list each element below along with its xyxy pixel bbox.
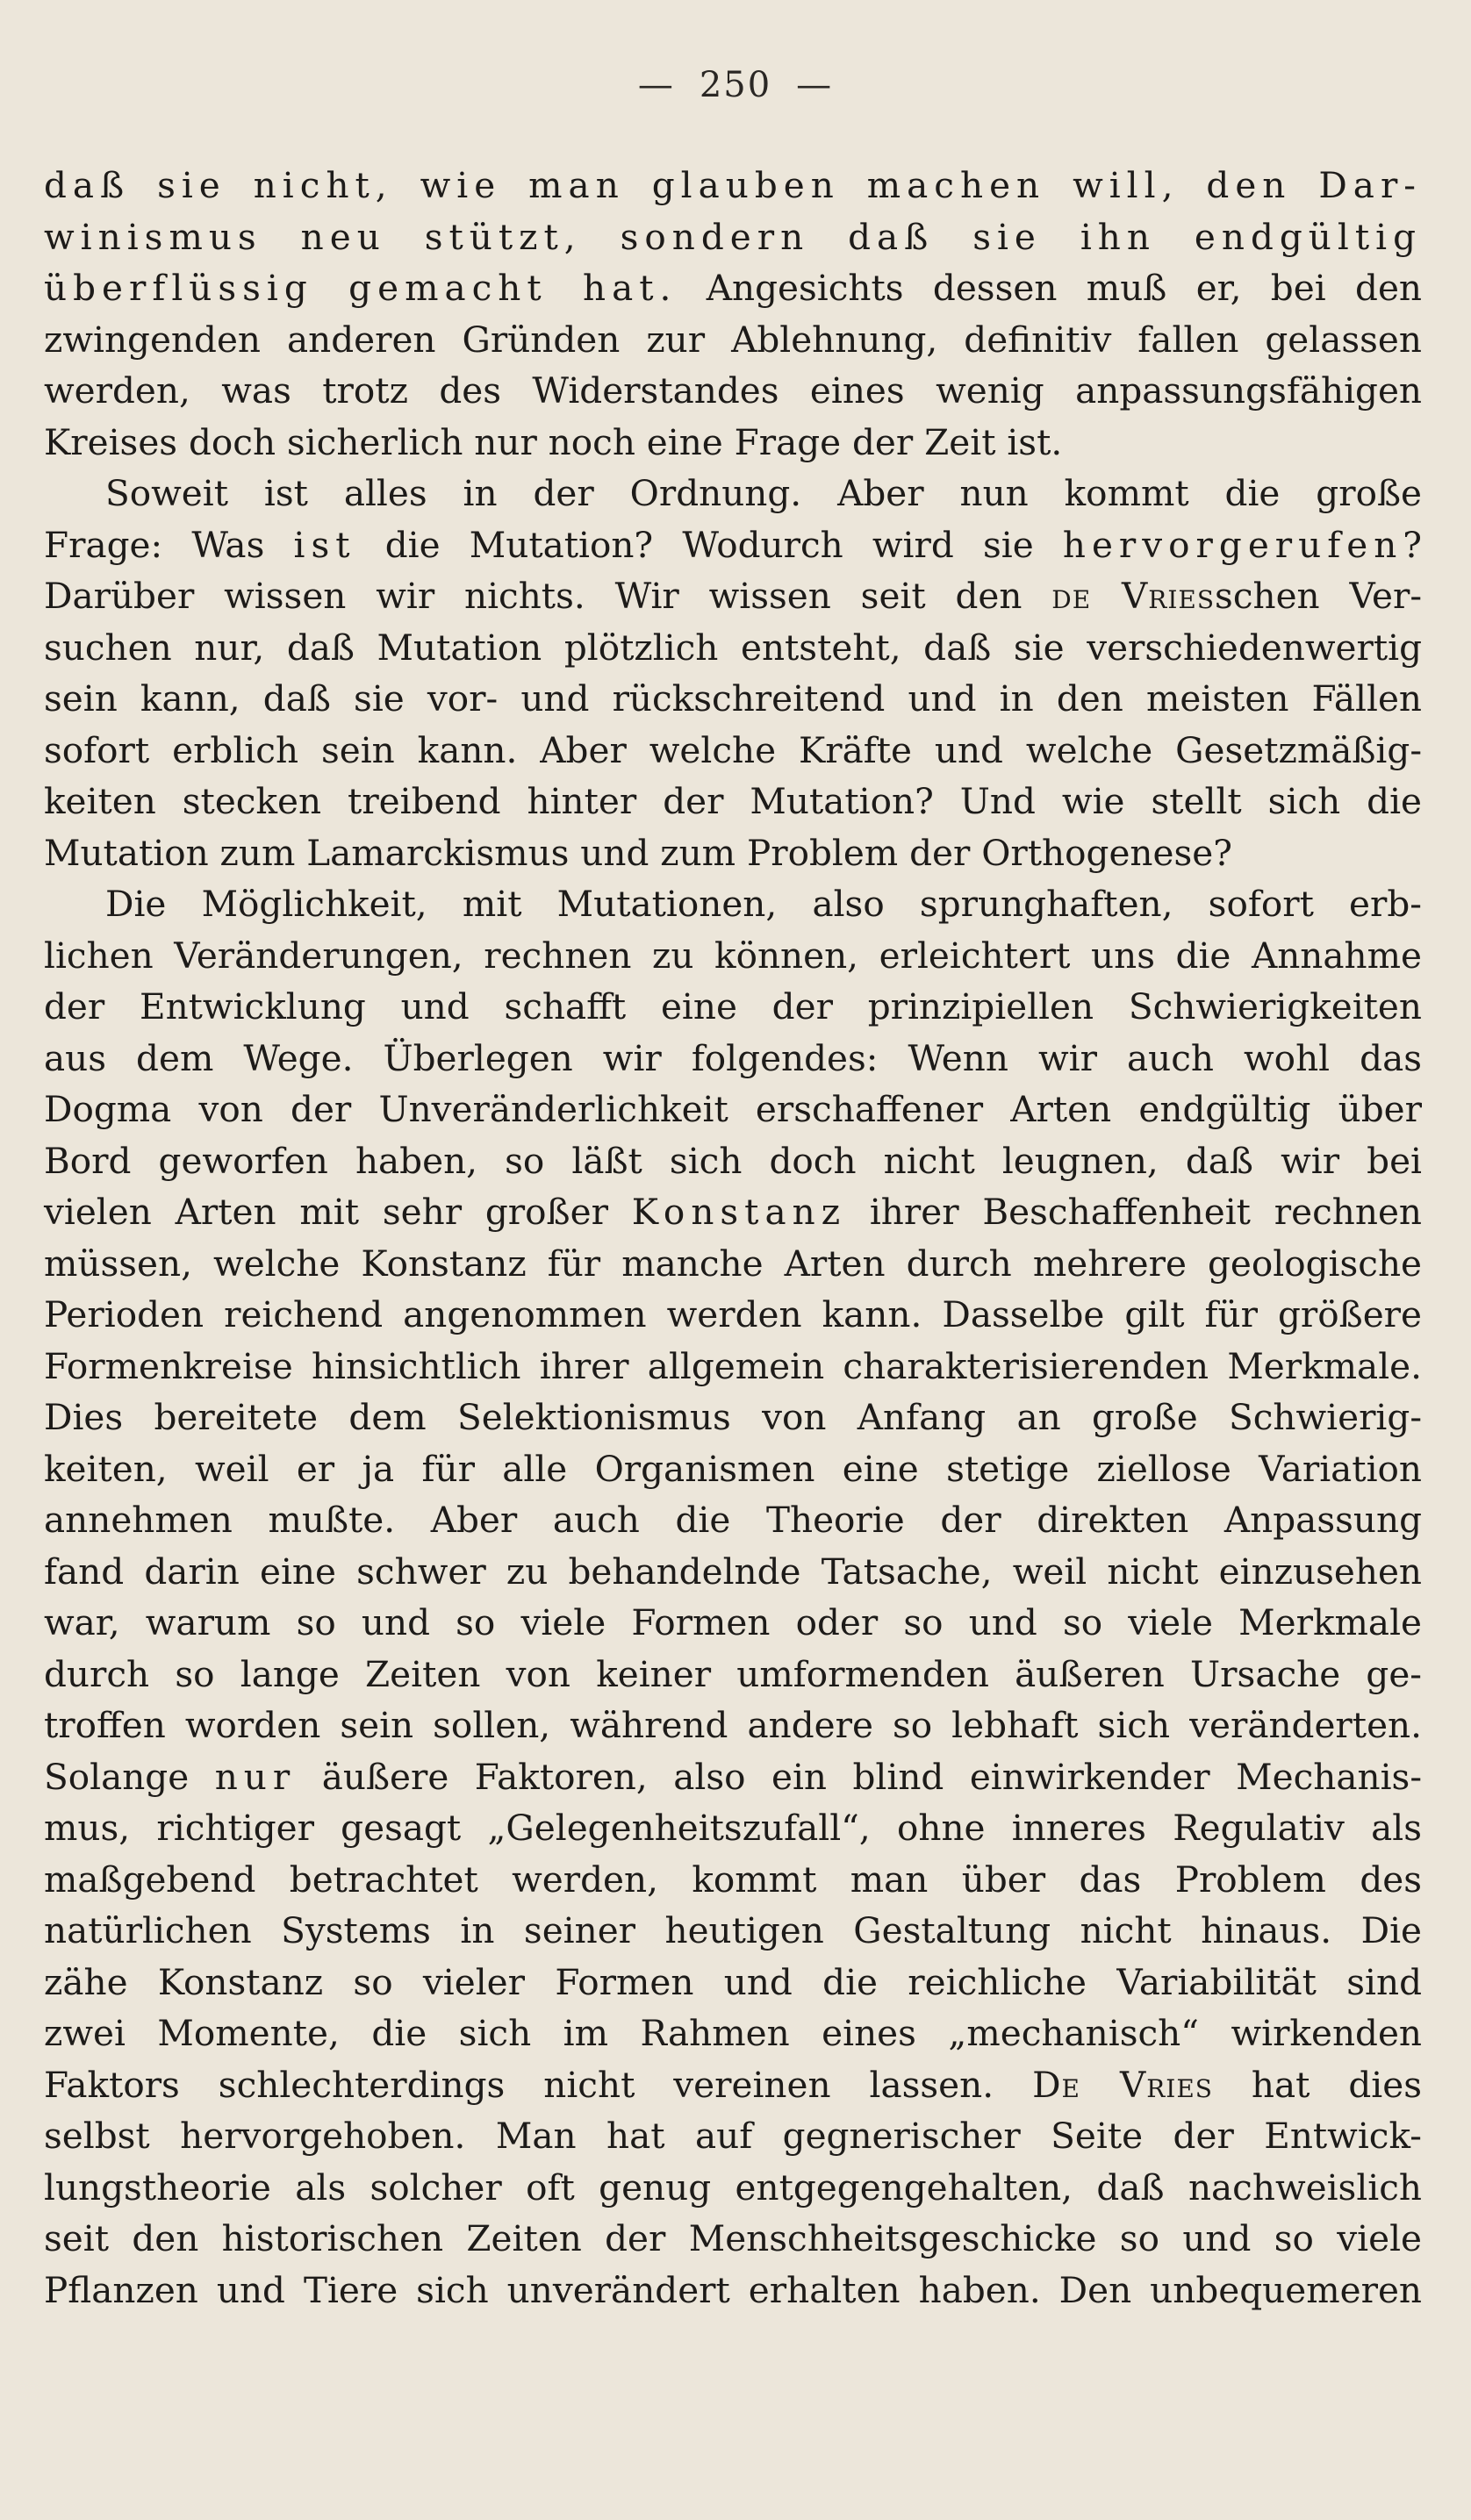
text-line <box>44 1443 1422 1495</box>
text-line <box>44 1649 1422 1700</box>
spaced-emphasis: ist <box>293 523 356 566</box>
text-segment: selbst hervorgehoben. Man hat auf gegnerischer Seite der Entwick- <box>44 2115 1422 2157</box>
header-dash-right: — <box>796 65 834 105</box>
text-segment: lichen Veränderungen, rechnen zu können, erleichtert uns die Annahme <box>44 934 1422 977</box>
text-segment: Mutation zum Lamarckismus und zum Problem der Orthogenese? <box>44 831 1232 874</box>
text-segment: zähe Konstanz so vieler Formen und die reichliche Variabilität sind <box>44 1960 1422 2003</box>
text-segment: seit den historischen Zeiten der Menschheitsgeschicke so und so viele <box>44 2217 1422 2259</box>
text-segment: durch so lange Zeiten von keiner umformenden äußeren Ursache ge- <box>44 1652 1422 1695</box>
text-segment: troffen worden sein sollen, während andere so lebhaft sich veränderten. <box>44 1704 1422 1746</box>
text-segment: äußere Faktoren, also ein blind einwirkender Mechanis- <box>296 1755 1422 1798</box>
text-line <box>44 1802 1422 1854</box>
text-line <box>44 1597 1422 1649</box>
text-line <box>44 1905 1422 1957</box>
text-line <box>44 160 1422 211</box>
text-segment: der Entwicklung und schafft eine der prinzipiellen Schwierigkeiten <box>44 985 1422 1027</box>
text-line <box>44 1238 1422 1290</box>
text-segment: Pflanzen und Tiere sich unverändert erhalten haben. Den unbequemeren <box>44 2268 1422 2311</box>
small-caps-name: De Vries <box>1032 2063 1213 2106</box>
text-segment: fand darin eine schwer zu behandelnde Tatsache, weil nicht einzusehen <box>44 1550 1422 1593</box>
text-segment: keiten, weil er ja für alle Organismen eine stetige ziellose Variation <box>44 1447 1422 1490</box>
text-segment: schen Ver- <box>1215 575 1422 617</box>
text-segment: Darüber wissen wir nichts. Wir wissen seit den <box>44 575 1052 617</box>
text-segment: vielen Arten mit sehr großer <box>44 1191 632 1233</box>
text-segment: die Mutation? Wodurch wird sie <box>355 523 1063 566</box>
text-line <box>44 1957 1422 2008</box>
text-segment: Perioden reichend angenommen werden kann. Dasselbe gilt für größere <box>44 1293 1422 1335</box>
text-segment: war, warum so und so viele Formen oder so und so viele Merkmale <box>44 1601 1422 1643</box>
text-segment: Soweit ist alles in der Ordnung. Aber nun kommt die große <box>105 472 1422 514</box>
small-caps-name: de Vries <box>1051 575 1216 617</box>
text-segment: lungstheorie als solcher oft genug entgegengehalten, daß nachweislich <box>44 2166 1422 2209</box>
text-segment: suchen nur, daß Mutation plötzlich entsteht, daß sie verschiedenwertig <box>44 626 1422 669</box>
text-segment: Angesichts dessen muß er, bei den <box>677 267 1422 309</box>
text-segment: zwingenden anderen Gründen zur Ablehnung, definitiv fallen gelassen <box>44 318 1422 361</box>
text-line <box>44 211 1422 263</box>
text-segment: Bord geworfen haben, so läßt sich doch nicht leugnen, daß wir bei <box>44 1139 1422 1182</box>
spaced-emphasis: daß sie nicht, wie man glauben machen will, den Dar- <box>44 164 1422 206</box>
text-line <box>44 1033 1422 1085</box>
spaced-emphasis: winismus neu stützt, sondern daß sie ihn endgültig <box>44 215 1422 258</box>
text-segment: mus, richtiger gesagt „Gelegenheitszufall“, ohne inneres Regulativ als <box>44 1807 1422 1849</box>
text-line <box>44 314 1422 366</box>
text-segment: annehmen mußte. Aber auch die Theorie der direkten Anpassung <box>44 1499 1422 1541</box>
text-segment: zwei Momente, die sich im Rahmen eines „mechanisch“ wirkenden <box>44 2012 1422 2054</box>
text-segment: Dies bereitete dem Selektionismus von Anfang an große Schwierig- <box>44 1396 1422 1438</box>
text-segment: keiten stecken treibend hinter der Mutation? Und wie stellt sich die <box>44 780 1422 822</box>
spaced-emphasis: überflüssig gemacht hat. <box>44 267 678 309</box>
text-segment: Faktors schlechterdings nicht vereinen lassen. <box>44 2063 1033 2106</box>
text-segment: ihrer Beschaffenheit rechnen <box>846 1191 1422 1233</box>
page-number: 250 <box>699 65 772 105</box>
text-line <box>44 776 1422 827</box>
text-line <box>44 1341 1422 1392</box>
text-line <box>44 673 1422 725</box>
text-line <box>44 262 1422 314</box>
text-segment: ? <box>1403 523 1422 566</box>
text-segment: Formenkreise hinsichtlich ihrer allgemein charakterisierenden Merkmale. <box>44 1344 1422 1387</box>
text-line <box>44 1546 1422 1598</box>
text-line <box>44 1494 1422 1546</box>
text-segment: Die Möglichkeit, mit Mutationen, also sprunghaften, sofort erb- <box>105 883 1422 925</box>
text-line <box>44 417 1422 469</box>
text-line <box>44 2008 1422 2059</box>
text-line <box>44 1854 1422 1906</box>
page-header <box>0 65 1471 105</box>
text-line <box>44 1186 1422 1238</box>
text-segment: werden, was trotz des Widerstandes eines wenig anpassungsfähigen <box>44 369 1422 412</box>
text-segment: sein kann, daß sie vor- und rückschreitend und in den meisten Fällen <box>44 677 1422 719</box>
text-line <box>44 878 1422 930</box>
text-line <box>44 468 1422 519</box>
header-dash-left: — <box>637 65 675 105</box>
text-line <box>44 1700 1422 1751</box>
text-line <box>44 930 1422 982</box>
spaced-emphasis: nur <box>214 1755 297 1798</box>
text-segment: hat dies <box>1212 2063 1423 2106</box>
text-line <box>44 2265 1422 2316</box>
spaced-emphasis: hervorgerufen <box>1062 523 1403 566</box>
text-line <box>44 981 1422 1033</box>
text-line <box>44 2213 1422 2265</box>
text-line <box>44 1135 1422 1187</box>
text-segment: sofort erblich sein kann. Aber welche Kräfte und welche Gesetzmäßig- <box>44 728 1422 771</box>
text-line <box>44 1751 1422 1803</box>
text-line <box>44 519 1422 571</box>
body-text <box>44 160 1422 2316</box>
text-segment: aus dem Wege. Überlegen wir folgendes: Wenn wir auch wohl das <box>44 1036 1422 1079</box>
text-segment: Frage: Was <box>44 523 294 566</box>
text-line <box>44 1392 1422 1443</box>
text-line <box>44 1289 1422 1341</box>
text-segment: Dogma von der Unveränderlichkeit erschaffener Arten endgültig über <box>44 1088 1422 1130</box>
text-line <box>44 2059 1422 2111</box>
text-line <box>44 827 1422 879</box>
text-line <box>44 1084 1422 1135</box>
text-line <box>44 622 1422 674</box>
text-line <box>44 2110 1422 2162</box>
text-line <box>44 570 1422 622</box>
text-line <box>44 725 1422 777</box>
text-segment: müssen, welche Konstanz für manche Arten durch mehrere geologische <box>44 1242 1422 1285</box>
text-segment: maßgebend betrachtet werden, kommt man über das Problem des <box>44 1858 1422 1901</box>
text-segment: Kreises doch sicherlich nur noch eine Frage der Zeit ist. <box>44 420 1063 463</box>
text-segment: natürlichen Systems in seiner heutigen Gestaltung nicht hinaus. Die <box>44 1909 1422 1951</box>
text-line <box>44 365 1422 417</box>
text-line <box>44 2162 1422 2214</box>
text-segment: Solange <box>44 1755 215 1798</box>
spaced-emphasis: Konstanz <box>631 1191 847 1233</box>
